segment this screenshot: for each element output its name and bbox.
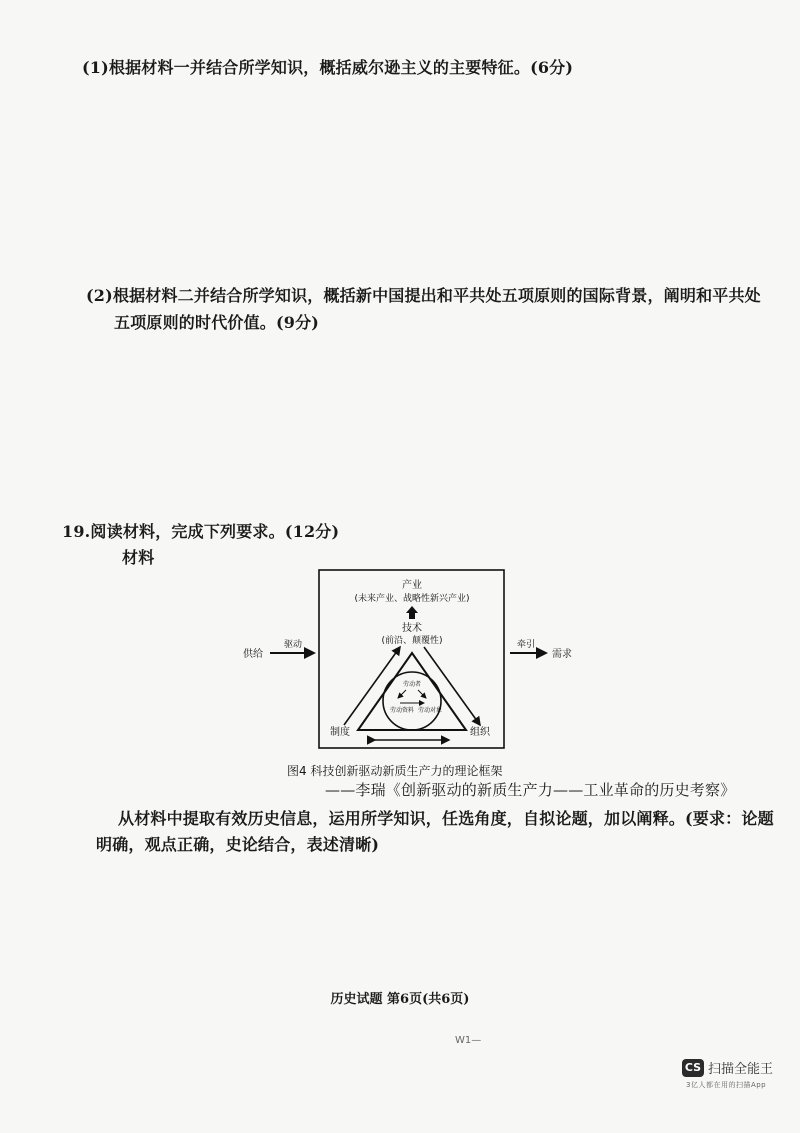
page-footer: 历史试题 第6页(共6页) — [330, 992, 470, 1007]
supply-label: 供给 — [243, 649, 263, 660]
triangle — [358, 653, 466, 730]
source-citation: ——李瑞《创新驱动的新质生产力——工业革命的历史考察》 — [325, 781, 736, 799]
laborer-label: 劳动者 — [402, 681, 422, 688]
industry-label: 产业 — [402, 580, 422, 591]
pull-label: 牵引 — [517, 640, 536, 650]
framework-diagram — [240, 565, 610, 755]
tools-label: 劳动资料 — [390, 707, 415, 714]
camscanner-logo-icon: CS — [682, 1059, 704, 1077]
task-line2: 明确，观点正确，史论结合，表述清晰) — [96, 835, 380, 854]
industry-sub-label: (未来产业、战略性新兴产业) — [354, 594, 470, 604]
tech-sub-label: (前沿、颠覆性) — [381, 636, 443, 646]
question-2-line2: 五项原则的时代价值。(9分) — [114, 313, 320, 332]
drive-label: 驱动 — [284, 640, 303, 650]
organization-label: 组织 — [470, 727, 490, 738]
up-arrow-icon — [406, 606, 418, 619]
objects-label: 劳动对象 — [418, 707, 443, 714]
question-1: (1)根据材料一并结合所学知识，概括威尔逊主义的主要特征。(6分) — [82, 58, 574, 77]
task-line1: 从材料中提取有效历史信息，运用所学知识，任选角度，自拟论题，加以阐释。(要求：论题 — [118, 809, 774, 828]
material-label: 材料 — [122, 548, 155, 567]
demand-label: 需求 — [552, 649, 572, 660]
scanner-brand: 扫描全能王 — [708, 1062, 774, 1077]
system-label: 制度 — [330, 727, 350, 738]
question-19: 19.阅读材料，完成下列要求。(12分) — [62, 522, 340, 541]
scanner-tagline: 3亿人都在用的扫描App — [686, 1081, 767, 1089]
ink-stamp: W1— — [455, 1035, 482, 1046]
figure-caption: 图4 科技创新驱动新质生产力的理论框架 — [287, 764, 503, 778]
tech-label: 技术 — [402, 623, 422, 634]
question-2-line1: (2)根据材料二并结合所学知识，概括新中国提出和平共处五项原则的国际背景，阐明和平共处 — [86, 286, 761, 305]
